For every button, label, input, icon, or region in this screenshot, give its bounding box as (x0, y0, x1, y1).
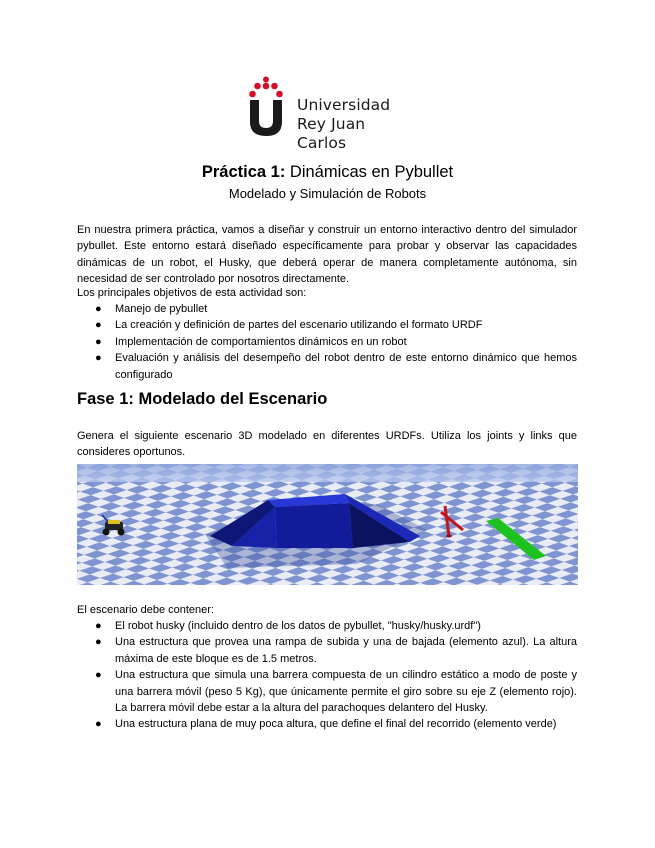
page-subtitle: Modelado y Simulación de Robots (228, 186, 427, 201)
title-rest: Dinámicas en Pybullet (285, 163, 454, 181)
objectives-list (77, 301, 577, 383)
page-title (0, 163, 655, 182)
list-item: ● El robot husky (incluido dentro de los datos de pybullet, "husky/husky.urdf") (77, 618, 577, 634)
logo-line-2: Rey Juan Carlos (297, 115, 366, 152)
list-item: ● Una estructura que provea una rampa de subida y una de bajada (elemento azul). La altura máxima de este bloque es de 1.5 metros. (95, 636, 577, 665)
bullet-icon: ● (95, 669, 102, 682)
crown-dots-icon (249, 77, 283, 98)
university-logo (246, 76, 416, 152)
objectives-lead: Los principales objetivos de esta actividad son: (77, 287, 307, 299)
bullet-icon: ● (95, 335, 102, 348)
bullet-icon: ● (95, 620, 102, 632)
contents-list (77, 618, 577, 733)
contents-lead: El escenario debe contener: (77, 604, 214, 616)
bullet-icon: ● (95, 319, 102, 332)
bullet-icon: ● (95, 352, 102, 365)
scene-3d-image (77, 464, 578, 585)
urjc-logo-icon (246, 76, 286, 136)
title-bold: Práctica 1: (201, 163, 286, 181)
logo-wordmark (297, 96, 416, 153)
list-item: ● Evaluación y análisis del desempeño del robot dentro de este entorno dinámico que hemos configurado (95, 352, 577, 381)
list-item: ● Implementación de comportamientos dinámicos en un robot (77, 334, 577, 350)
section-heading: Fase 1: Modelado del Escenario (77, 390, 328, 408)
u-letter-icon (250, 100, 282, 136)
phase1-paragraph: Genera el siguiente escenario 3D modelado en diferentes URDFs. Utiliza los joints y links que consideres oportunos. (77, 430, 577, 459)
list-item: ● Una estructura que simula una barrera compuesta de un cilindro estático a modo de poste y una barrera móvil (peso 5 Kg), que únicamente permite el giro sobre su eje Z (elemento rojo). La barrera móvil debe estar a la altura del parachoques delantero del Husky. (95, 669, 577, 715)
list-item: ● Una estructura plana de muy poca altura, que define el final del recorrido (elemento verde) (77, 716, 577, 732)
list-item: ● La creación y definición de partes del escenario utilizando el formato URDF (77, 317, 577, 333)
list-item: ● Manejo de pybullet (77, 301, 577, 317)
logo-line-1: Universidad (297, 96, 391, 114)
intro-paragraph: En nuestra primera práctica, vamos a diseñar y construir un entorno interactivo dentro del simulador pybullet. Este entorno estará diseñado específicamente para probar y observar las capacidades dinámicas de un robot, el Husky, que deberá operar de manera completamente autónoma, sin necesidad de ser controlado por nosotros directamente. (77, 224, 577, 286)
bullet-icon: ● (95, 303, 102, 315)
scene-sky (77, 464, 578, 482)
bullet-icon: ● (95, 636, 102, 649)
bullet-icon: ● (95, 718, 102, 731)
